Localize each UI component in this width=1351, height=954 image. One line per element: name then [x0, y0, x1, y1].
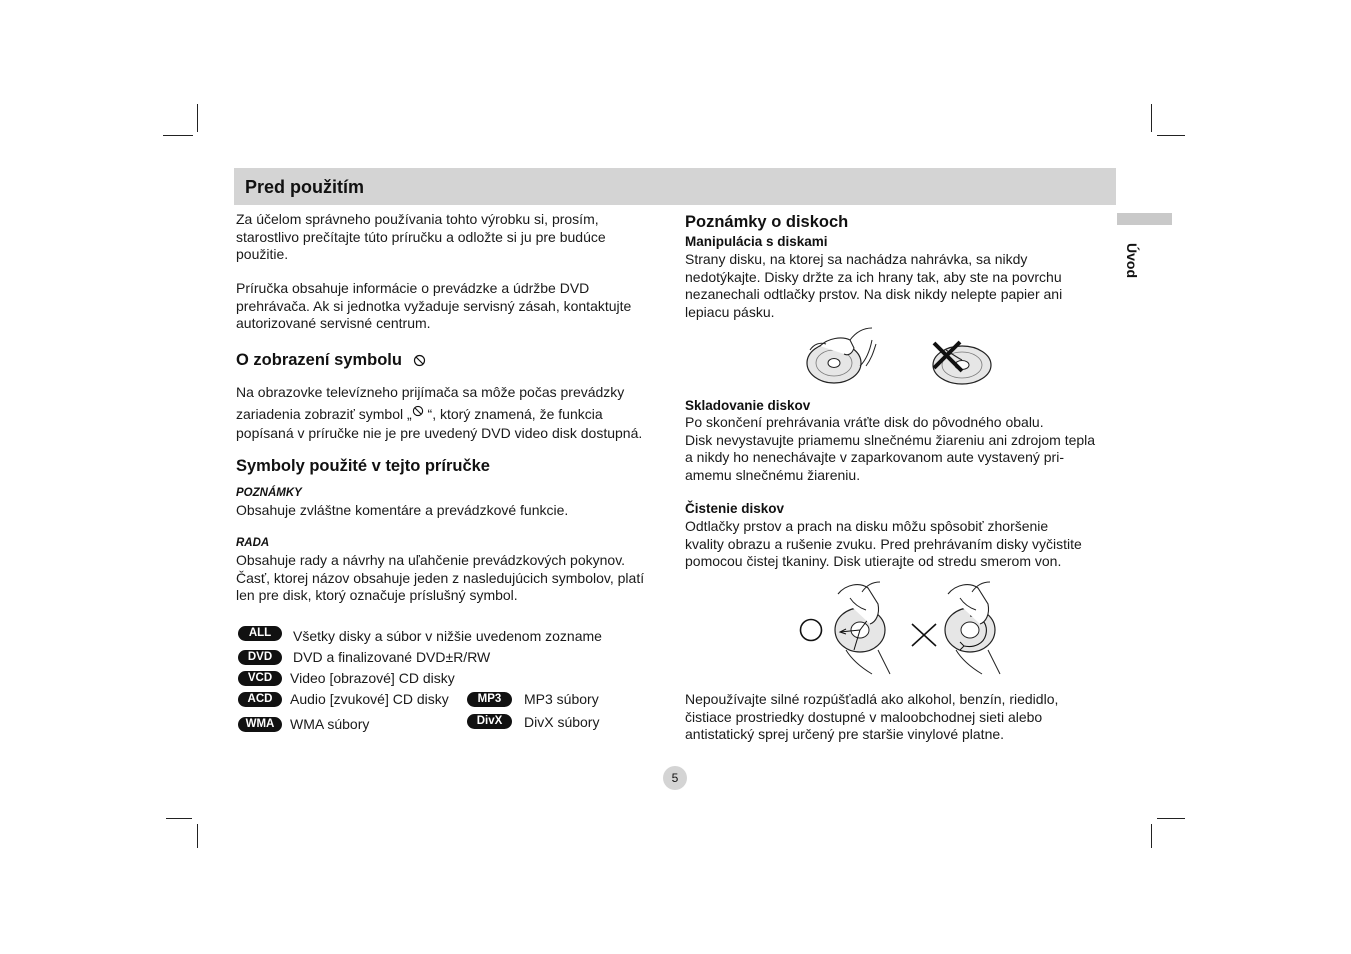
- legend-text-mp3: MP3 súbory: [524, 691, 599, 707]
- prohibited-icon: [413, 354, 426, 367]
- disc-hold-wrong-icon: [928, 338, 994, 388]
- handling-heading: Manipulácia s diskami: [685, 234, 828, 249]
- legend-text-divx: DivX súbory: [524, 714, 600, 730]
- badge-divx: DivX: [467, 714, 512, 729]
- crop-mark: [163, 135, 193, 136]
- legend-text-acd: Audio [zvukové] CD disky: [290, 691, 449, 707]
- cleaning-heading: Čistenie diskov: [685, 501, 785, 516]
- crop-mark: [1151, 824, 1152, 848]
- badge-vcd: VCD: [238, 671, 282, 686]
- tip-label: RADA: [236, 537, 270, 549]
- legend-text-all: Všetky disky a súbor v nižšie uvedenom zozname: [293, 628, 602, 644]
- legend-text-vcd: Video [obrazové] CD disky: [290, 670, 455, 686]
- section-header: [234, 168, 1116, 205]
- disc-wipe-correct-icon: [796, 580, 896, 676]
- badge-wma: WMA: [238, 717, 282, 732]
- disc-wipe-wrong-icon: [908, 580, 1004, 676]
- badge-all: ALL: [238, 626, 282, 641]
- prohibited-icon: [412, 405, 424, 417]
- crop-mark: [197, 104, 198, 132]
- notes-text: Obsahuje zvláštne komentáre a prevádzkové funkcie.: [236, 502, 569, 518]
- tip-text: Obsahuje rady a návrhy na uľahčenie prevádzkových pokynov. Časť, ktorej názov obsahuje jeden z nasledujúcich symbolov, platí len pre disk, ktorý označuje príslušný symbol.: [236, 552, 645, 603]
- page-title: Pred použitím: [245, 177, 365, 197]
- disc-notes-heading: Poznámky o diskoch: [685, 213, 849, 231]
- intro-paragraph-2: Príručka obsahuje informácie o prevádzke a údržbe DVD prehrávača. Ak si jednotka vyžaduje servisný zásah, kontaktujte autorizované servisné centrum.: [236, 280, 632, 331]
- intro-paragraph-1: Za účelom správneho používania tohto výrobku si, prosím, starostlivo prečítajte túto príručku a odložte si ju pre budúce použitie.: [236, 211, 606, 262]
- side-tab-label: Úvod: [1124, 243, 1140, 278]
- crop-mark: [197, 824, 198, 848]
- legend-text-dvd: DVD a finalizované DVD±R/RW: [293, 649, 491, 665]
- crop-mark: [166, 818, 192, 819]
- symbols-used-heading: Symboly použité v tejto príručke: [236, 457, 490, 475]
- symbol-heading: O zobrazení symbolu: [236, 351, 426, 370]
- badge-dvd: DVD: [238, 650, 282, 665]
- notes-label: POZNÁMKY: [236, 487, 302, 499]
- crop-mark: [1157, 818, 1185, 819]
- storage-heading: Skladovanie diskov: [685, 398, 811, 413]
- side-tab-marker: [1117, 213, 1172, 225]
- symbol-paragraph: Na obrazovke televízneho prijímača sa môže počas prevádzky zariadenia zobraziť symbol „ “, ktorý znamená, že funkcia popísaná v príručke nie je pre uvedený DVD video disk dostupná.: [236, 384, 643, 441]
- legend-text-wma: WMA súbory: [290, 716, 370, 732]
- cleaning-paragraph: Odtlačky prstov a prach na disku môžu spôsobiť zhoršenie kvality obrazu a rušenie zvuku. Pred prehrávaním disky vyčistite pomocou čistej tkaniny. Disk utierajte od stredu smerom von.: [685, 518, 1082, 569]
- storage-paragraph: Po skončení prehrávania vráťte disk do pôvodného obalu. Disk nevystavujte priamemu slnečnému žiareniu ani zdrojom tepla a nikdy ho nenechávajte v zaparkovanom aute vystavený pri- amemu slnečnému žiareniu.: [685, 414, 1096, 483]
- badge-acd: ACD: [238, 692, 282, 707]
- badge-mp3: MP3: [467, 692, 512, 707]
- page-number: 5: [663, 766, 687, 790]
- crop-mark: [1151, 104, 1152, 132]
- disc-hold-correct-icon: [802, 326, 882, 388]
- solvent-warning-paragraph: Nepoužívajte silné rozpúšťadlá ako alkohol, benzín, riedidlo, čistiace prostriedky dostupné v maloobchodnej sieti alebo antistatický sprej určený pre staršie vinylové platne.: [685, 691, 1059, 742]
- crop-mark: [1157, 135, 1185, 136]
- handling-paragraph: Strany disku, na ktorej sa nachádza nahrávka, sa nikdy nedotýkajte. Disky držte za ich hrany tak, aby ste na povrchu nezanechali odtlačky prstov. Na disk nikdy nelepte papier ani lepiacu pásku.: [685, 251, 1063, 320]
